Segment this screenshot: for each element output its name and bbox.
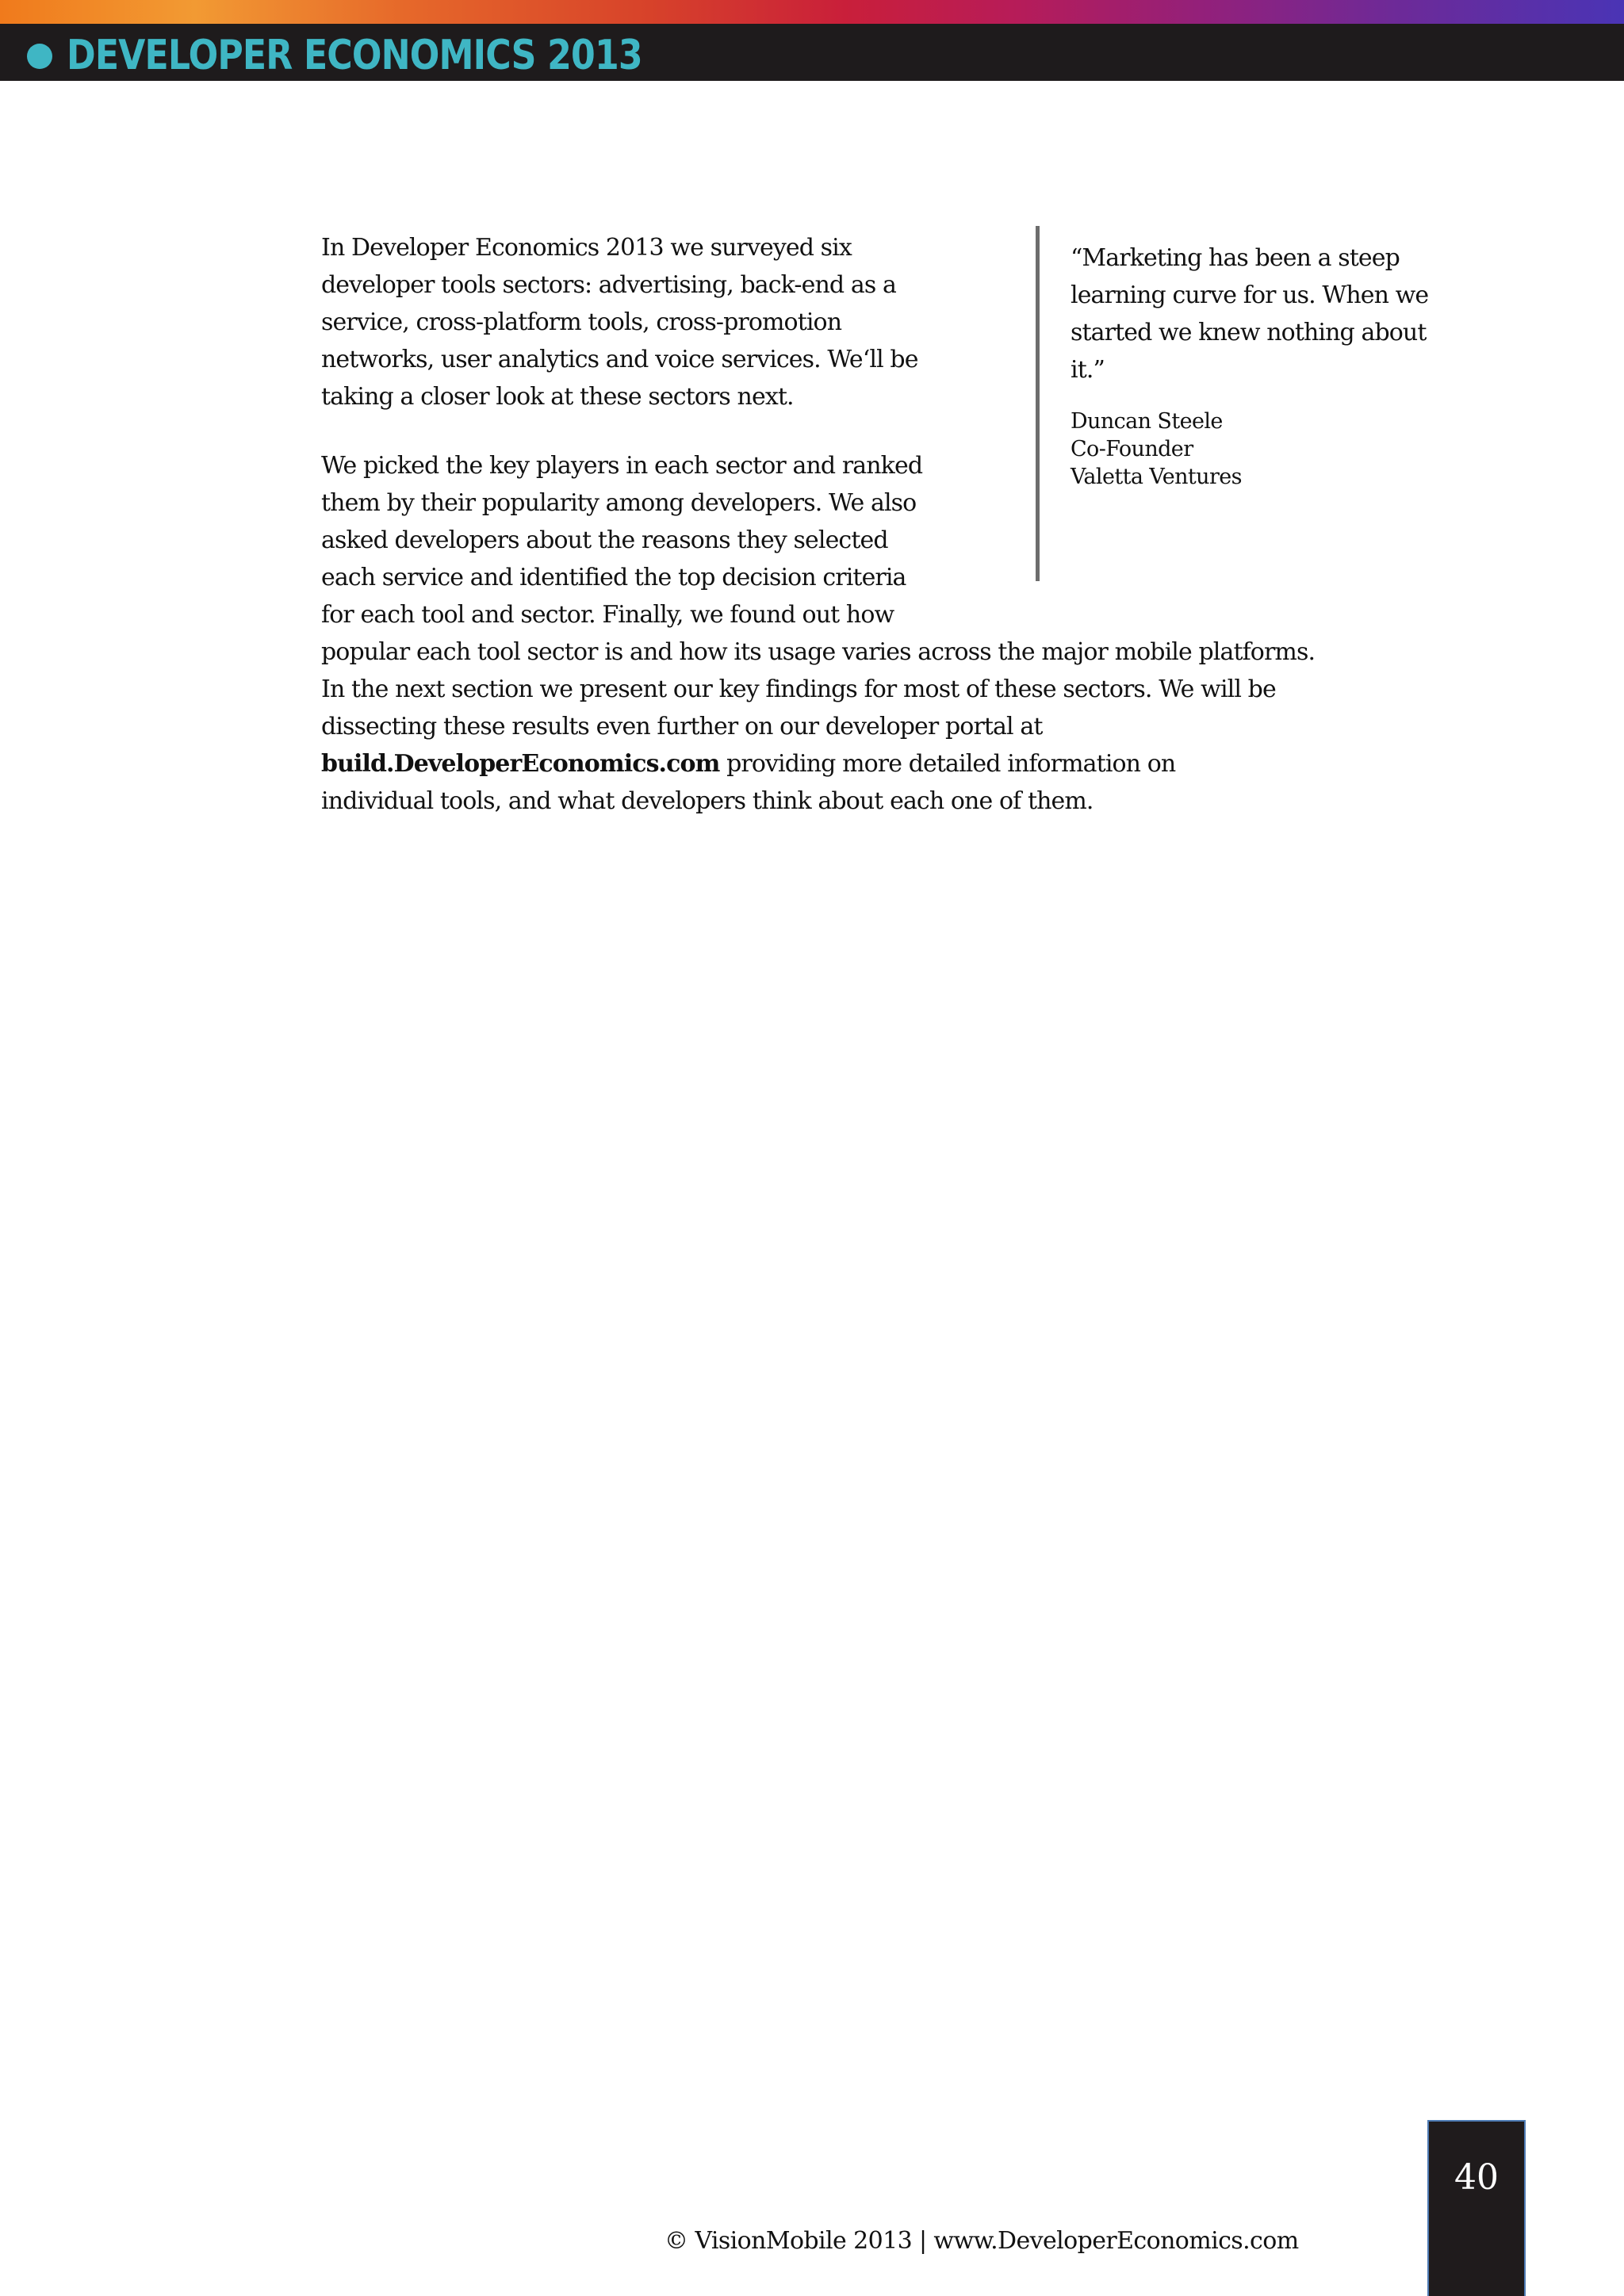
gradient-stripe bbox=[0, 0, 1624, 24]
text-line: dissecting these results even further on our developer portal at bbox=[321, 713, 1043, 740]
quote-divider bbox=[1036, 226, 1040, 581]
intro-paragraph bbox=[321, 229, 918, 415]
quote-author: Duncan Steele bbox=[1071, 409, 1223, 434]
report-title: DEVELOPER ECONOMICS 2013 bbox=[67, 32, 642, 79]
quote-attribution bbox=[1071, 408, 1242, 491]
quote-line: “Marketing has been a steep bbox=[1071, 244, 1400, 272]
text-line: asked developers about the reasons they selected bbox=[321, 526, 888, 554]
link-suffix-text: providing more detailed information on bbox=[719, 750, 1176, 778]
page-number: 40 bbox=[1454, 2157, 1499, 2198]
text-line: each service and identified the top decision criteria bbox=[321, 564, 906, 591]
methodology-paragraph bbox=[321, 447, 1315, 820]
bullet-dot-icon bbox=[27, 44, 52, 69]
developer-portal-link[interactable]: build.DeveloperEconomics.com bbox=[321, 750, 720, 778]
text-line: In the next section we present our key findings for most of these sectors. We will be bbox=[321, 675, 1276, 703]
footer-copyright: © VisionMobile 2013 | www.DeveloperEconomics.com bbox=[665, 2227, 1299, 2255]
text-line: networks, user analytics and voice services. We‘ll be bbox=[321, 346, 918, 373]
text-line: developer tools sectors: advertising, back-end as a bbox=[321, 271, 896, 299]
text-line: popular each tool sector is and how its usage varies across the major mobile platforms. bbox=[321, 638, 1316, 666]
quote-role: Co-Founder bbox=[1071, 437, 1193, 461]
pull-quote bbox=[1071, 239, 1428, 388]
quote-line: it.” bbox=[1071, 356, 1105, 384]
text-line: individual tools, and what developers think about each one of them. bbox=[321, 787, 1094, 815]
quote-line: learning curve for us. When we bbox=[1071, 281, 1429, 309]
text-line: them by their popularity among developers. We also bbox=[321, 489, 917, 517]
page-number-box bbox=[1427, 2120, 1526, 2296]
quote-company: Valetta Ventures bbox=[1071, 465, 1242, 489]
text-line: We picked the key players in each sector and ranked bbox=[321, 452, 923, 480]
text-line: In Developer Economics 2013 we surveyed six bbox=[321, 234, 852, 262]
header-banner bbox=[0, 0, 1624, 81]
quote-line: started we knew nothing about bbox=[1071, 319, 1427, 346]
text-line: taking a closer look at these sectors next. bbox=[321, 383, 794, 411]
text-line: for each tool and sector. Finally, we found out how bbox=[321, 601, 894, 629]
text-line-with-link bbox=[321, 745, 1315, 783]
text-line: service, cross-platform tools, cross-promotion bbox=[321, 308, 842, 336]
